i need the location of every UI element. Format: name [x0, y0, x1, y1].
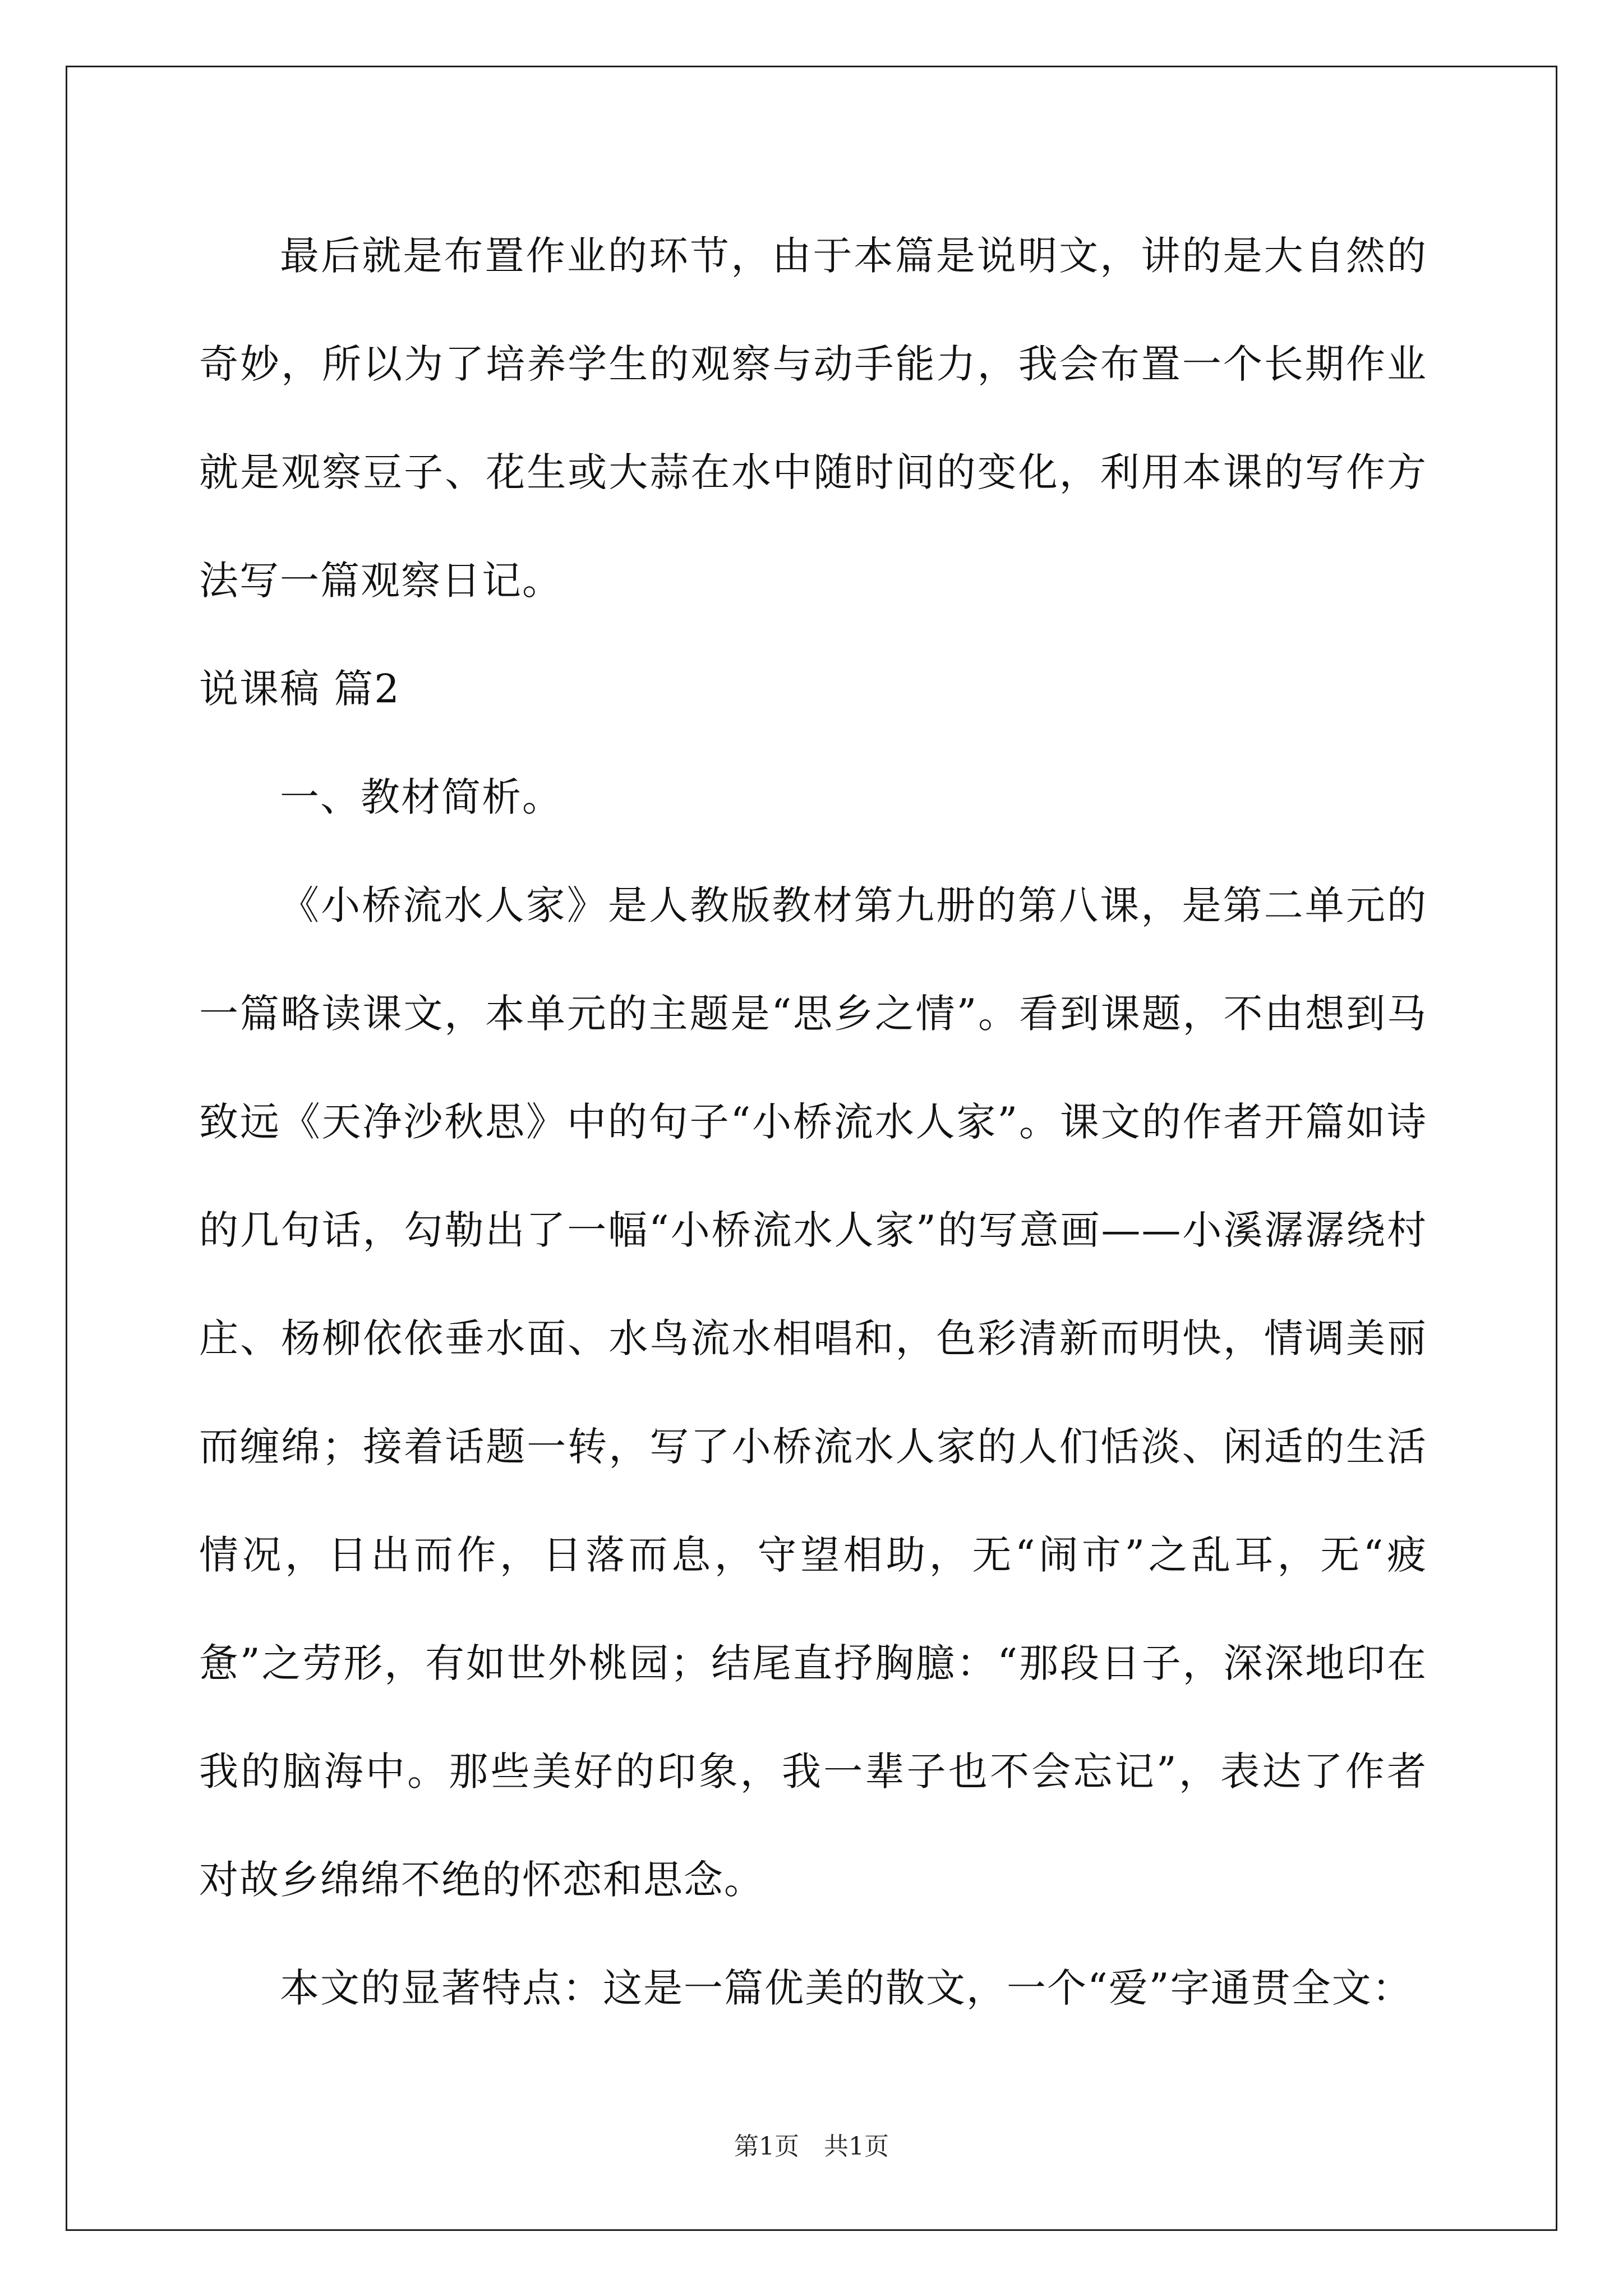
paragraph-text-intro: 《小桥流水人家》是人教版教材第九册的第八课，是第二单元的一篇略读课文，本单元的主题是“思乡之情”。看到课题，不由想到马致远《天净沙秋思》中的句子“小桥流水人家”。课文的作者开篇如诗的几句话，勾勒出了一幅“小桥流水人家”的写意画——小溪潺潺绕村庄、杨柳依依垂水面、水鸟流水相唱和，色彩清新而明快，情调美丽而缠绵；接着话题一转，写了小桥流水人家的人们恬淡、闲适的生活情况，日出而作，日落而息，守望相助，无“闹市”之乱耳，无“疲惫”之劳形，有如世外桃园；结尾直抒胸臆：“那段日子，深深地印在我的脑海中。那些美好的印象，我一辈子也不会忘记”，表达了作者对故乡绵绵不绝的怀恋和思念。 [199, 882, 1427, 1903]
page-footer: 第1页 共1页 [734, 2132, 889, 2161]
paragraph-homework: 最后就是布置作业的环节，由于本篇是说明文，讲的是大自然的奇妙，所以为了培养学生的观察与动手能力，我会布置一个长期作业就是观察豆子、花生或大蒜在水中随时间的变化，利用本课的写作方法写一篇观察日记。 [199, 233, 1427, 604]
section-heading: 说课稿 篇2 [199, 666, 400, 712]
subheading-textbook-analysis: 一、教材简析。 [280, 774, 562, 820]
paragraph-features: 本文的显著特点：这是一篇优美的散文，一个“爱”字通贯全文： [280, 1965, 1413, 2011]
document-body [199, 202, 1427, 2042]
